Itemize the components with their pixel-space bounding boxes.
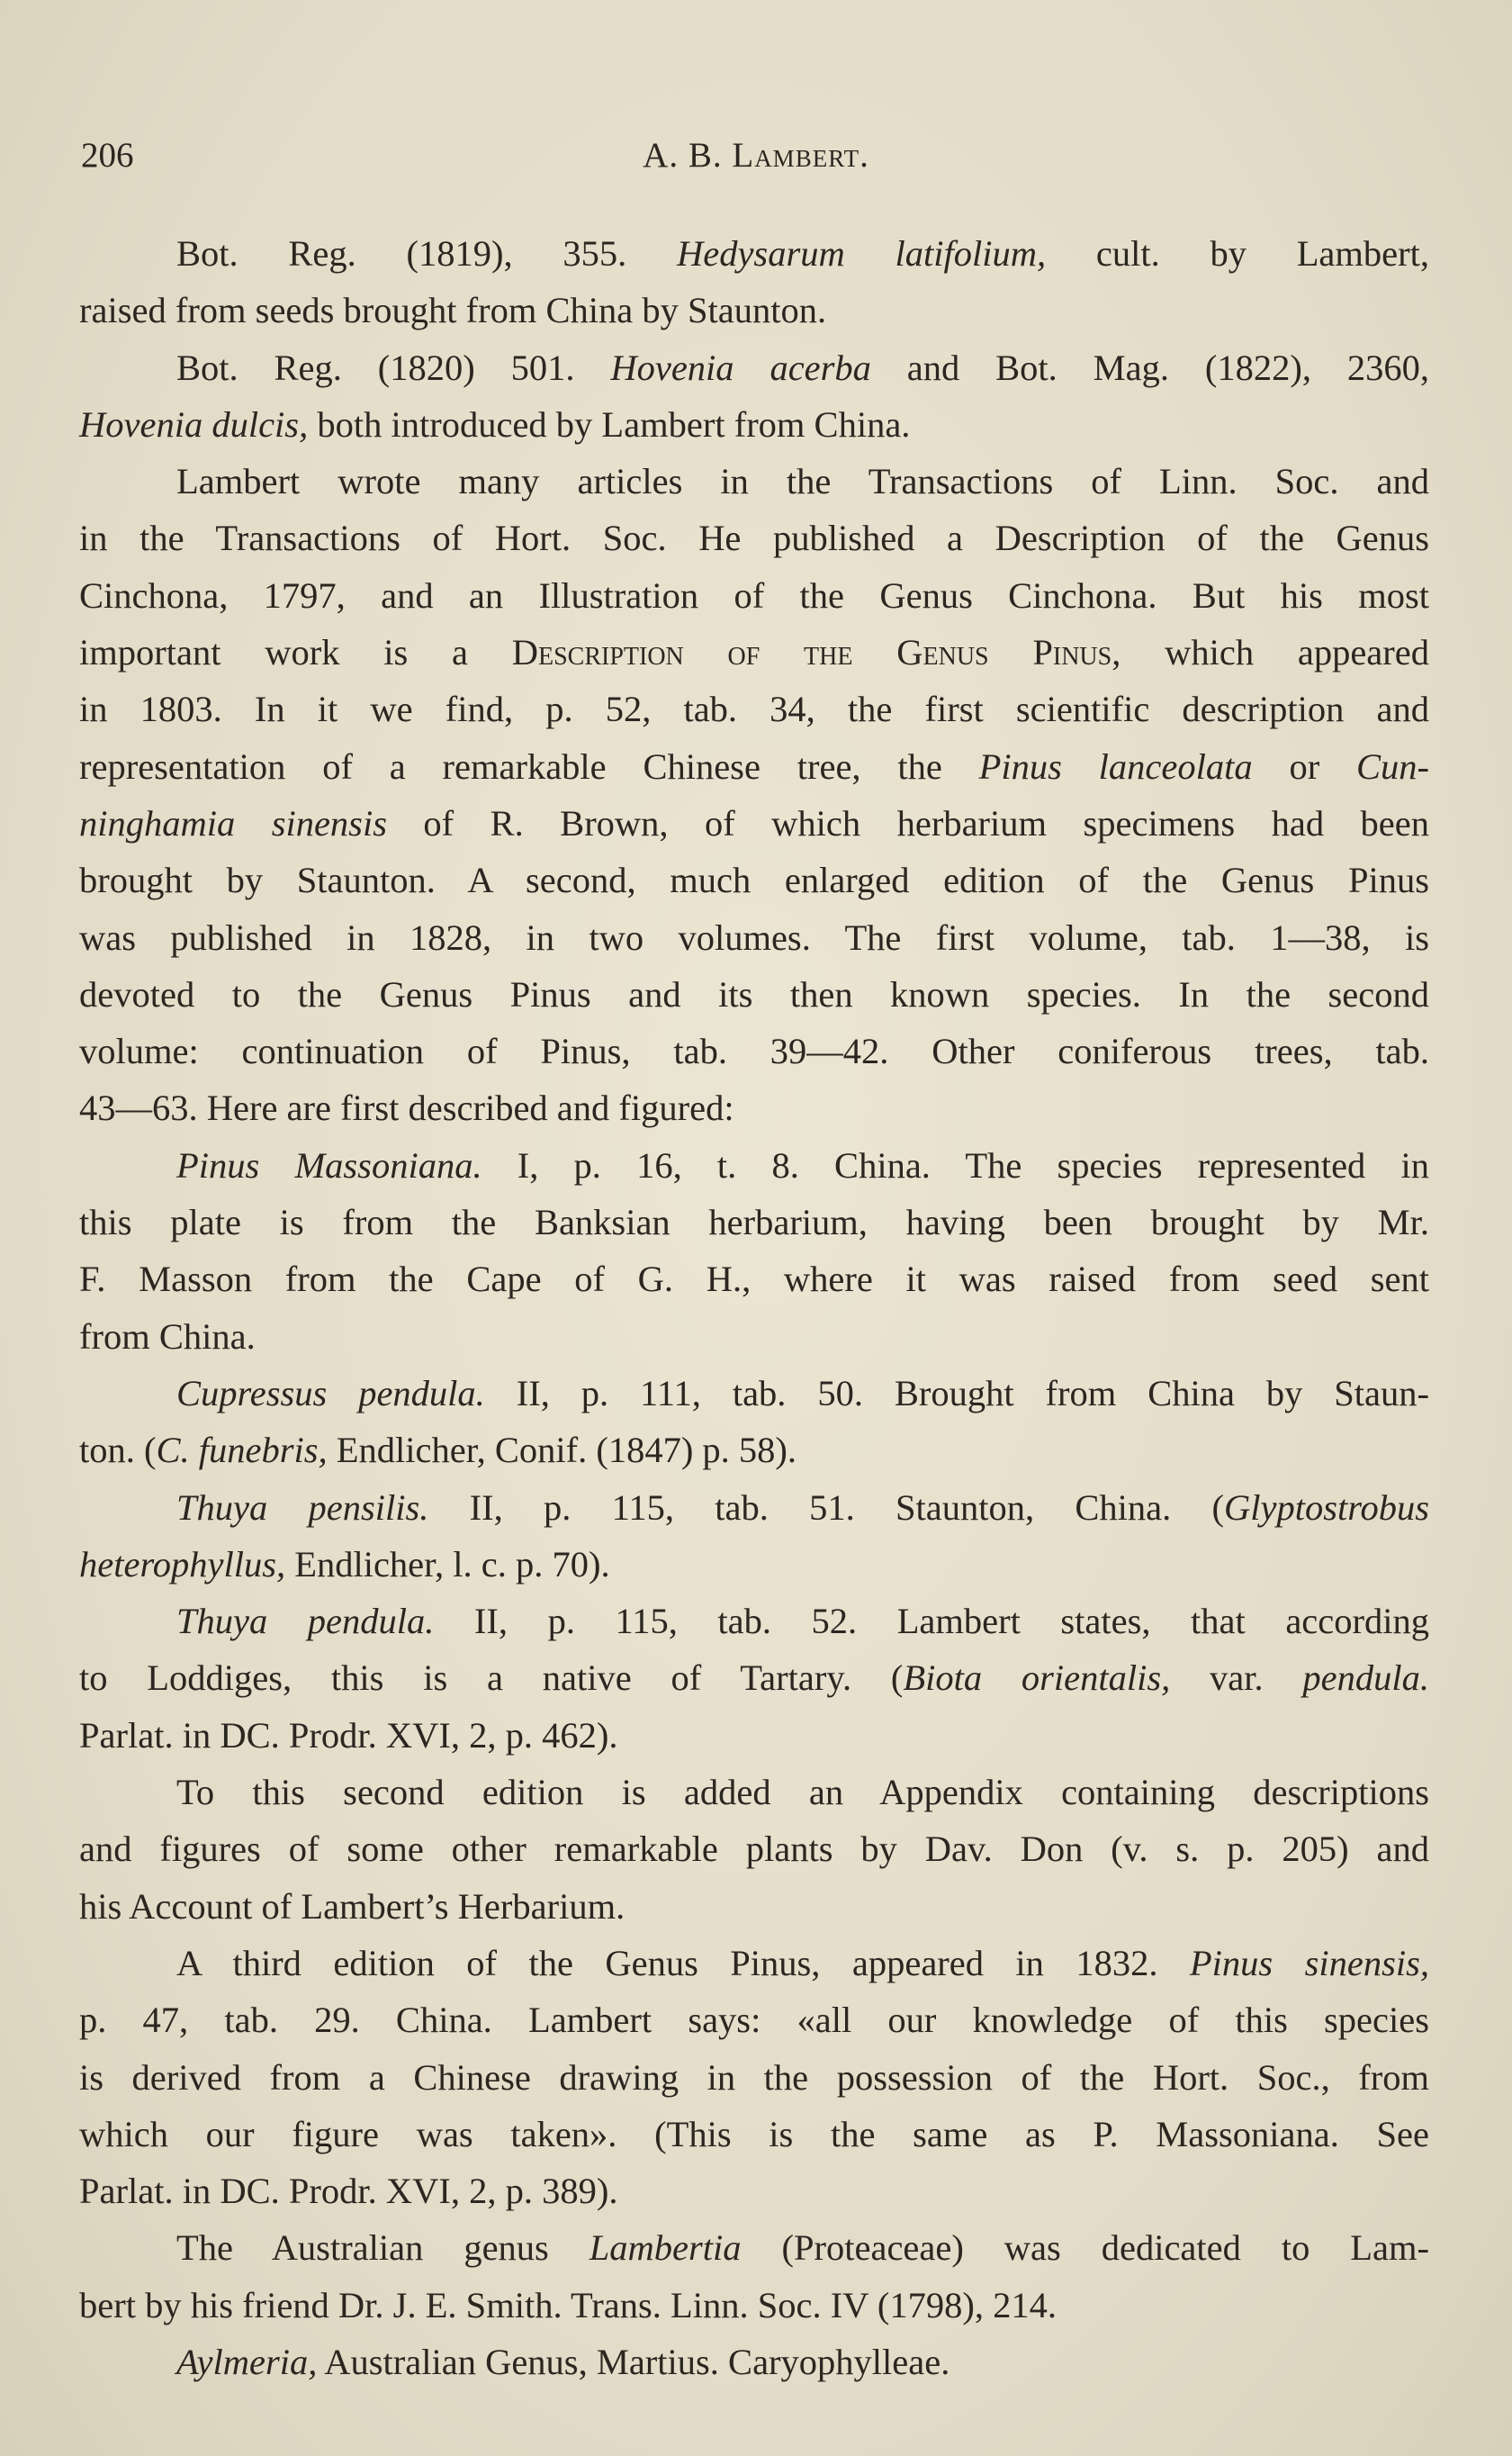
- text-run: both introduced by Lambert from China.: [308, 403, 911, 445]
- text-run: II, p. 111, tab. 50. Brought from China by Staun-: [484, 1372, 1430, 1413]
- text-run: brought by Staunton. A second, much enlarged edition of the Genus Pinus: [79, 860, 1429, 901]
- text-line: [79, 510, 1429, 566]
- text-line: [79, 2277, 1429, 2334]
- text-line: [79, 966, 1429, 1023]
- text-line: [79, 1935, 1429, 1991]
- text-run: important work is a: [79, 632, 512, 673]
- text-run: is derived from a Chinese drawing in the possession of the Hort. Soc., from: [79, 2056, 1429, 2098]
- text-line: [79, 1593, 1429, 1649]
- italic-text: Thuya pendula.: [176, 1601, 435, 1642]
- italic-text: Cun-: [1355, 745, 1429, 787]
- text-line: [79, 567, 1429, 624]
- text-line: [79, 1194, 1429, 1251]
- body-text: [79, 225, 1429, 2390]
- text-run: and Bot. Mag. (1822), 2360,: [870, 347, 1429, 388]
- text-run: (Proteaceae) was dedicated to Lam-: [741, 2227, 1429, 2269]
- running-head-surname-initial: L: [732, 136, 755, 175]
- italic-text: Cupressus pendula.: [176, 1372, 485, 1413]
- text-line: [79, 2334, 1429, 2390]
- text-run: was published in 1828, in two volumes. The first volume, tab. 1—38, is: [79, 916, 1429, 958]
- text-run: in 1803. In it we find, p. 52, tab. 34, the first scientific description and: [79, 689, 1429, 730]
- text-run: I, p. 16, t. 8. China. The species represented in: [482, 1144, 1429, 1186]
- text-run: raised from seeds brought from China by Staunton.: [79, 290, 827, 331]
- text-line: [79, 1251, 1429, 1307]
- text-run: II, p. 115, tab. 51. Staunton, China. (: [428, 1486, 1224, 1528]
- text-run: in the Transactions of Hort. Soc. He published a Description of the Genus: [79, 518, 1429, 559]
- text-run: ton. (: [79, 1430, 157, 1471]
- text-run: II, p. 115, tab. 52. Lambert states, that according: [434, 1601, 1429, 1642]
- italic-text: Pinus Massoniana.: [176, 1144, 482, 1186]
- italic-text: pendula.: [1302, 1657, 1429, 1699]
- page-header: [81, 135, 1431, 189]
- text-run: and figures of some other remarkable plants by Dav. Don (v. s. p. 205) and: [79, 1828, 1429, 1870]
- text-run: Parlat. in DC. Prodr. XVI, 2, p. 462).: [79, 1714, 618, 1756]
- italic-text: Hovenia dulcis,: [79, 403, 309, 445]
- italic-text: ninghamia sinensis: [79, 802, 387, 844]
- text-run: F. Masson from the Cape of G. H., where it was raised from seed sent: [79, 1259, 1429, 1300]
- text-line: [79, 1079, 1429, 1136]
- text-run: from China.: [79, 1315, 256, 1357]
- text-line: [79, 339, 1429, 396]
- text-run: Endlicher, Conif. (1847) p. 58).: [327, 1430, 797, 1471]
- text-line: [79, 1707, 1429, 1764]
- text-line: [79, 1365, 1429, 1422]
- text-run: this plate is from the Banksian herbarium, having been brought by Mr.: [79, 1202, 1429, 1243]
- running-head: [81, 135, 1431, 176]
- italic-text: Lambertia: [589, 2227, 742, 2269]
- page-number: 206: [81, 136, 134, 175]
- italic-text: Pinus lanceolata: [978, 745, 1253, 787]
- text-line: [79, 1479, 1429, 1536]
- text-run: bert by his friend Dr. J. E. Smith. Trans. Linn. Soc. IV (1798), 214.: [79, 2284, 1057, 2325]
- text-line: [79, 282, 1429, 339]
- text-run: Lambert wrote many articles in the Transactions of Linn. Soc. and: [176, 461, 1429, 502]
- italic-text: Glyptostrobus: [1223, 1486, 1429, 1528]
- text-line: [79, 624, 1429, 681]
- text-line: [79, 2049, 1429, 2106]
- text-line: [79, 795, 1429, 852]
- text-line: [79, 738, 1429, 795]
- text-run: which our figure was taken». (This is the same as P. Massoniana. See: [79, 2113, 1429, 2154]
- text-run: 43—63. Here are first described and figured:: [79, 1088, 734, 1129]
- text-line: [79, 2219, 1429, 2276]
- text-line: [79, 1137, 1429, 1194]
- text-run: To this second edition is added an Appendix containing descriptions: [176, 1772, 1429, 1813]
- italic-text: Hovenia acerba: [610, 347, 871, 388]
- text-run: Australian Genus, Martius. Caryophylleae.: [317, 2341, 950, 2382]
- text-line: [79, 2106, 1429, 2163]
- text-run: Parlat. in DC. Prodr. XVI, 2, p. 389).: [79, 2171, 618, 2212]
- italic-text: C. funebris,: [156, 1430, 328, 1471]
- text-line: [79, 1878, 1429, 1935]
- text-run: of R. Brown, of which herbarium specimens had been: [386, 802, 1429, 844]
- text-run: representation of a remarkable Chinese tree, the: [79, 745, 979, 787]
- text-line: [79, 2163, 1429, 2219]
- text-line: [79, 396, 1429, 453]
- text-line: [79, 1308, 1429, 1365]
- text-run: volume: continuation of Pinus, tab. 39—42. Other coniferous trees, tab.: [79, 1031, 1429, 1072]
- text-run: Cinchona, 1797, and an Illustration of the Genus Cinchona. But his most: [79, 574, 1429, 616]
- text-line: [79, 1536, 1429, 1593]
- text-line: [79, 909, 1429, 966]
- small-caps-text: Description of the Genus Pinus: [511, 632, 1112, 673]
- text-run: his Account of Lambert’s Herbarium.: [79, 1885, 626, 1927]
- text-run: or: [1252, 745, 1356, 787]
- text-run: devoted to the Genus Pinus and its then known species. In the second: [79, 973, 1429, 1015]
- text-line: [79, 852, 1429, 908]
- text-run: Bot. Reg. (1820) 501.: [176, 347, 611, 388]
- text-run: var.: [1170, 1657, 1303, 1699]
- text-line: [79, 225, 1429, 282]
- text-run: Bot. Reg. (1819), 355.: [176, 233, 677, 274]
- running-head-initials: A. B.: [643, 136, 733, 175]
- text-run: A third edition of the Genus Pinus, appeared in 1832.: [176, 1942, 1190, 1983]
- italic-text: Thuya pensilis.: [176, 1486, 429, 1528]
- italic-text: Hedysarum latifolium,: [676, 233, 1047, 274]
- italic-text: Pinus sinensis,: [1189, 1942, 1429, 1983]
- italic-text: Aylmeria,: [176, 2341, 318, 2382]
- text-run: , which appeared: [1112, 632, 1429, 673]
- running-head-surname-rest: ambert.: [754, 136, 869, 175]
- text-line: [79, 453, 1429, 510]
- italic-text: heterophyllus,: [79, 1543, 286, 1585]
- text-line: [79, 681, 1429, 737]
- text-line: [79, 1764, 1429, 1820]
- text-run: p. 47, tab. 29. China. Lambert says: «all our knowledge of this species: [79, 2000, 1429, 2041]
- text-line: [79, 1023, 1429, 1079]
- text-line: [79, 1991, 1429, 2048]
- text-run: to Loddiges, this is a native of Tartary. (: [79, 1657, 904, 1699]
- italic-text: Biota orientalis,: [903, 1657, 1171, 1699]
- text-run: cult. by Lambert,: [1046, 233, 1429, 274]
- text-run: The Australian genus: [176, 2227, 590, 2269]
- text-line: [79, 1422, 1429, 1478]
- text-run: Endlicher, l. c. p. 70).: [285, 1543, 610, 1585]
- text-line: [79, 1649, 1429, 1706]
- text-line: [79, 1820, 1429, 1877]
